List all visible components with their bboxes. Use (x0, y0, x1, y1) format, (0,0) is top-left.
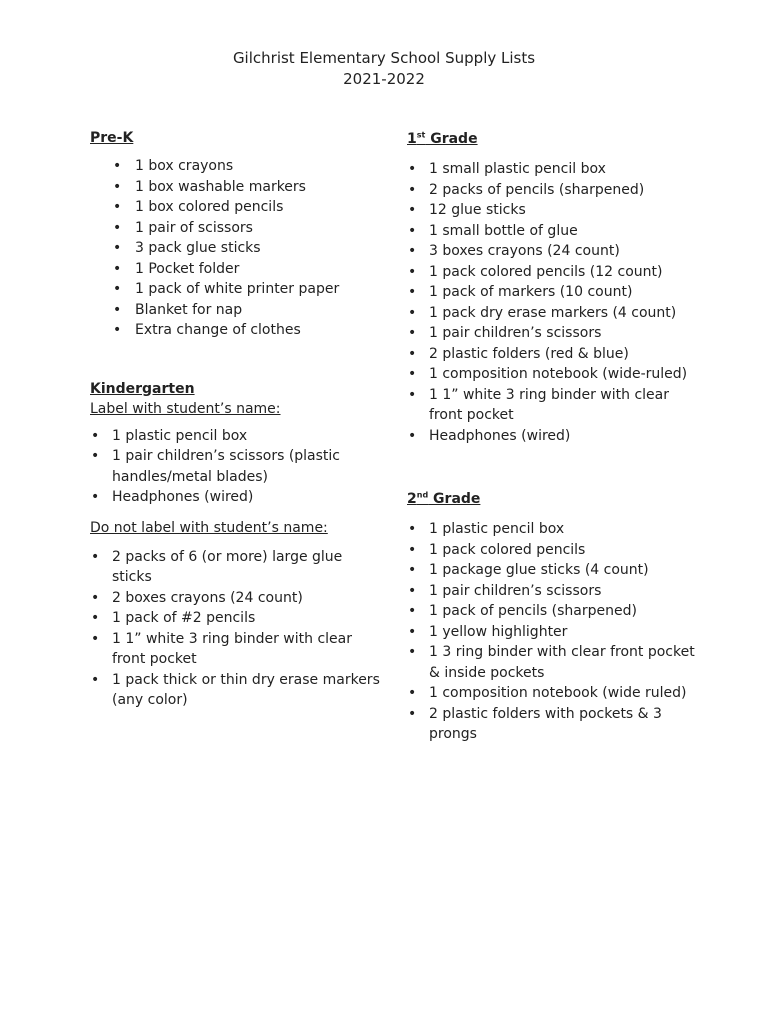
document-title: Gilchrist Elementary School Supply Lists (232, 49, 536, 67)
list-item: • Headphones (wired) (407, 426, 697, 447)
list-item: • 1 pack colored pencils (12 count) (407, 262, 697, 283)
list-item: • 1 composition notebook (wide-ruled) (407, 364, 697, 385)
list-item: • 2 plastic folders (red & blue) (407, 344, 697, 365)
list-item: • 1 3 ring binder with clear front pocket & inside pockets (407, 642, 697, 683)
kindergarten-nolabel-list (90, 547, 380, 711)
list-item: • 1 box washable markers (90, 177, 380, 198)
kindergarten-label-list (90, 426, 380, 508)
list-item: • 1 pack of markers (10 count) (407, 282, 697, 303)
list-item: • 1 Pocket folder (90, 259, 380, 280)
list-item: • 1 box crayons (90, 156, 380, 177)
kindergarten-heading: Kindergarten (90, 380, 195, 397)
list-item: • 1 package glue sticks (4 count) (407, 560, 697, 581)
list-item: • 1 pack of #2 pencils (90, 608, 380, 629)
list-item: • 2 plastic folders with pockets & 3 prongs (407, 704, 697, 745)
list-item: • 1 composition notebook (wide ruled) (407, 683, 697, 704)
list-item: • 1 pair of scissors (90, 218, 380, 239)
right-column (407, 128, 697, 745)
list-item: • 1 pair children’s scissors (407, 323, 697, 344)
left-column (90, 128, 380, 711)
list-item: • Headphones (wired) (90, 487, 380, 508)
list-item: • 3 pack glue sticks (90, 238, 380, 259)
list-item: • 1 pack thick or thin dry erase markers (any color) (90, 670, 380, 711)
grade2-heading-suffix: nd (416, 490, 429, 500)
list-item: • 1 yellow highlighter (407, 622, 697, 643)
grade1-heading-word: Grade (425, 131, 478, 147)
list-item: • 1 pair children’s scissors (plastic handles/metal blades) (90, 446, 380, 487)
list-item: • 1 1” white 3 ring binder with clear front pocket (407, 385, 697, 426)
list-item: • 1 pack of white printer paper (90, 279, 380, 300)
kindergarten-label-heading: Label with student’s name: (90, 400, 281, 417)
prek-heading: Pre-K (90, 130, 134, 146)
list-item: • 1 1” white 3 ring binder with clear front pocket (90, 629, 380, 670)
list-item: • 2 packs of pencils (sharpened) (407, 180, 697, 201)
list-item: • 1 pack of pencils (sharpened) (407, 601, 697, 622)
grade2-list (407, 519, 697, 745)
list-item: • 1 plastic pencil box (407, 519, 697, 540)
document-year: 2021-2022 (343, 70, 425, 88)
grade1-heading-number: 1 (407, 131, 417, 147)
list-item: • 1 pair children’s scissors (407, 581, 697, 602)
list-item: • 1 small bottle of glue (407, 221, 697, 242)
prek-list (90, 156, 380, 341)
grade2-heading-number: 2 (407, 491, 417, 507)
grade1-heading-suffix: st (416, 130, 426, 140)
list-item: • 1 box colored pencils (90, 197, 380, 218)
list-item: • Blanket for nap (90, 300, 380, 321)
list-item: • 1 small plastic pencil box (407, 159, 697, 180)
list-item: • 1 pack dry erase markers (4 count) (407, 303, 697, 324)
list-item: • 3 boxes crayons (24 count) (407, 241, 697, 262)
grade1-heading (407, 129, 697, 149)
grade2-heading (407, 489, 697, 509)
list-item: • 2 packs of 6 (or more) large glue sticks (90, 547, 380, 588)
list-item: • Extra change of clothes (90, 320, 380, 341)
grade2-heading-word: Grade (428, 491, 481, 507)
grade1-list (407, 159, 697, 446)
list-item: • 1 plastic pencil box (90, 426, 380, 447)
document-title-block (0, 48, 768, 90)
kindergarten-nolabel-heading: Do not label with student’s name: (90, 519, 328, 536)
list-item: • 1 pack colored pencils (407, 540, 697, 561)
list-item: • 12 glue sticks (407, 200, 697, 221)
list-item: • 2 boxes crayons (24 count) (90, 588, 380, 609)
